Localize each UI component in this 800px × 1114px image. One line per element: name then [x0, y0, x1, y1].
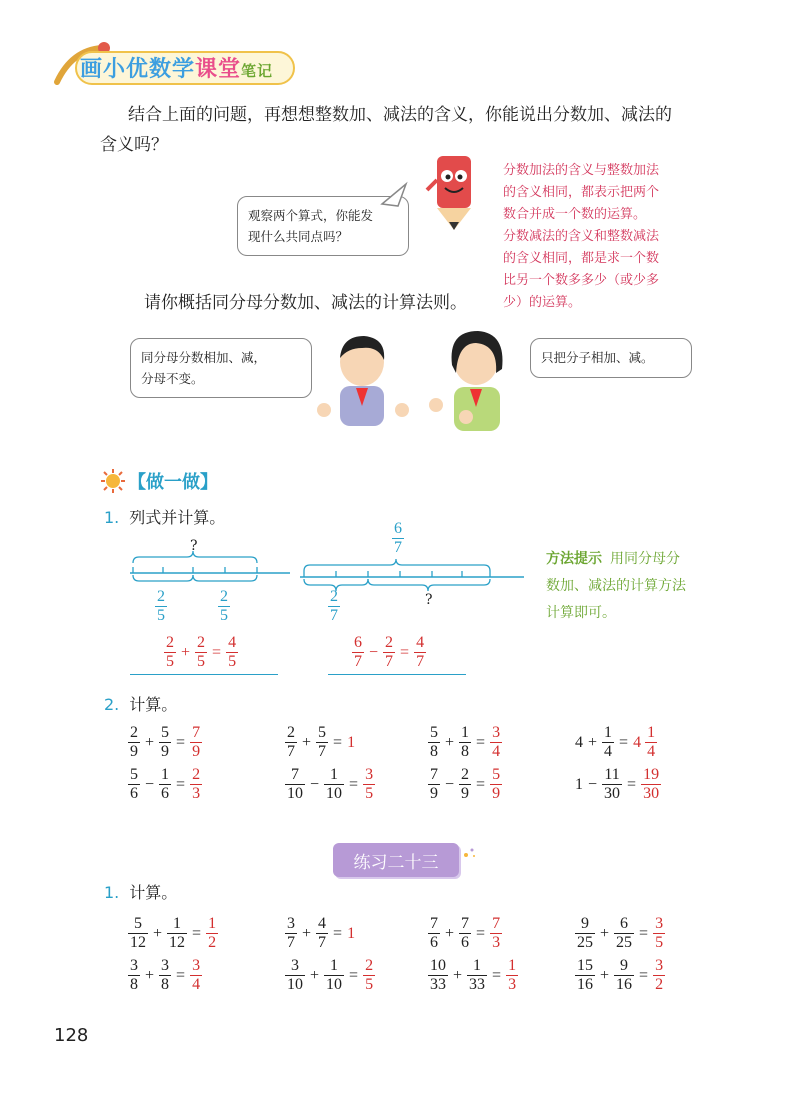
equals-sign: =: [492, 966, 502, 984]
fraction: [645, 724, 657, 761]
pencil-note-line: 的含义相同，都表示把两个: [503, 185, 660, 200]
fraction: [128, 957, 140, 994]
brand-title: 画小优数学课堂笔记: [80, 57, 274, 82]
fraction: [190, 724, 202, 761]
intro-line2: 含义吗？: [100, 135, 168, 155]
whole-number: 1: [575, 775, 583, 793]
fraction: [285, 766, 305, 803]
fraction-numerator: 2: [365, 957, 374, 974]
equals-sign: =: [333, 924, 343, 942]
operator: +: [153, 924, 163, 942]
diagram1-part2-fraction: [218, 588, 230, 625]
operator: −: [369, 643, 379, 661]
question-2: [104, 692, 177, 715]
operator: +: [600, 924, 610, 942]
fraction-denominator: 7: [318, 934, 327, 951]
fraction: [167, 915, 187, 952]
fraction-numerator: 1: [508, 957, 517, 974]
operator: −: [145, 775, 155, 793]
diagram2-part-fraction: [328, 588, 340, 625]
fraction-denominator: 5: [220, 607, 228, 624]
fraction: [428, 766, 440, 803]
fraction: [653, 957, 665, 994]
fraction-denominator: 3: [492, 934, 501, 951]
fraction: [459, 915, 471, 952]
operator: +: [445, 924, 455, 942]
fraction-denominator: 12: [130, 934, 146, 951]
calc-expression: [285, 957, 375, 994]
fraction-denominator: 5: [228, 653, 237, 670]
operator: +: [145, 733, 155, 751]
fraction: [459, 766, 471, 803]
fraction-numerator: 1: [461, 724, 470, 741]
fraction: [159, 766, 171, 803]
fraction-denominator: 25: [616, 934, 633, 951]
fraction-numerator: 9: [620, 957, 629, 974]
calc-expression: [128, 957, 202, 994]
fraction: [128, 724, 140, 761]
diagram1-answer: [164, 634, 238, 671]
fraction-numerator: 3: [161, 957, 170, 974]
rule-prompt: 请你概括同分母分数加、减法的计算法则。: [144, 293, 467, 313]
boy-bubble-line1: 同分母分数相加、减，: [141, 350, 267, 365]
segment-diagram-1: [125, 535, 295, 585]
girl-illustration: [420, 325, 520, 435]
fraction-numerator: 2: [192, 766, 201, 783]
fraction-denominator: 5: [365, 976, 374, 993]
fraction-denominator: 16: [616, 976, 633, 993]
fraction: [428, 915, 440, 952]
pencil-note-line: 的含义相同，都是求一个数: [503, 251, 660, 266]
answer-line-1: [130, 674, 278, 675]
pencil-mascot-icon: [425, 150, 485, 234]
fraction: [363, 766, 375, 803]
fraction-numerator: 2: [385, 634, 394, 651]
operator: −: [310, 775, 320, 793]
fraction-numerator: 3: [492, 724, 501, 741]
fraction-denominator: 3: [508, 976, 517, 993]
equals-sign: =: [333, 733, 343, 751]
fraction-denominator: 10: [326, 976, 343, 993]
fraction-numerator: 15: [577, 957, 593, 974]
pencil-note-line: 少）的运算。: [503, 295, 582, 310]
fraction-denominator: 3: [192, 785, 201, 802]
equals-sign: =: [627, 775, 637, 793]
fraction: [128, 915, 148, 952]
fraction: [190, 957, 202, 994]
fraction: [190, 766, 202, 803]
fraction-numerator: 3: [655, 957, 664, 974]
fraction: [490, 724, 502, 761]
page-number: 128: [54, 1025, 89, 1046]
diagram1-part1-fraction: [155, 588, 167, 625]
equals-sign: =: [476, 924, 486, 942]
fraction-denominator: 9: [430, 785, 438, 802]
fraction-numerator: 2: [330, 588, 338, 605]
fraction-numerator: 19: [643, 766, 660, 783]
question-1-number: 1.: [104, 508, 120, 527]
fraction: [285, 915, 297, 952]
pencil-note-line: 比另一个数多多少（或少多: [503, 273, 660, 288]
fraction-numerator: 7: [430, 766, 438, 783]
operator: −: [588, 775, 598, 793]
practice-title: 练习二十三: [333, 843, 459, 877]
fraction: [490, 766, 502, 803]
fraction-denominator: 9: [461, 785, 470, 802]
fraction: [614, 957, 634, 994]
diagram2-answer: [352, 634, 426, 671]
fraction: [602, 724, 614, 761]
fraction-numerator: 1: [208, 915, 217, 932]
fraction: [285, 957, 305, 994]
method-tip: [546, 546, 746, 627]
result-whole: 1: [347, 733, 356, 751]
boy-illustration: [312, 330, 412, 430]
fraction: [285, 724, 297, 761]
calc-expression: [575, 915, 665, 952]
equals-sign: =: [349, 775, 359, 793]
fraction-numerator: 5: [130, 766, 138, 783]
fraction-numerator: 5: [134, 915, 142, 932]
operator: +: [600, 966, 610, 984]
fraction-numerator: 5: [492, 766, 501, 783]
fraction-numerator: 2: [197, 634, 206, 651]
fraction-denominator: 5: [166, 653, 174, 670]
fraction-numerator: 6: [394, 520, 402, 537]
fraction: [316, 915, 328, 952]
fraction-denominator: 6: [161, 785, 170, 802]
fraction-numerator: 5: [430, 724, 438, 741]
fraction-numerator: 1: [330, 957, 339, 974]
equals-sign: =: [476, 775, 486, 793]
fraction: [575, 957, 595, 994]
fraction-numerator: 5: [318, 724, 327, 741]
fraction-denominator: 25: [577, 934, 593, 951]
method-tip-label: 方法提示: [546, 551, 602, 567]
fraction-denominator: 30: [604, 785, 621, 802]
fraction-denominator: 7: [385, 653, 394, 670]
fraction-numerator: 2: [130, 724, 138, 741]
method-tip-text: 用同分母分: [610, 551, 680, 567]
boy-bubble: [130, 338, 312, 398]
fraction-denominator: 8: [430, 743, 438, 760]
fraction-denominator: 4: [604, 743, 613, 760]
section-do-title: 【做一做】: [128, 472, 218, 493]
fraction-denominator: 5: [655, 934, 664, 951]
fraction-denominator: 12: [169, 934, 186, 951]
fraction-numerator: 3: [365, 766, 374, 783]
fraction: [602, 766, 622, 803]
fraction-numerator: 11: [604, 766, 620, 783]
result-whole: 1: [347, 924, 356, 942]
fraction-numerator: 4: [228, 634, 237, 651]
calc-expression: [128, 915, 218, 952]
whole-number: 4: [575, 733, 583, 751]
equals-sign: =: [349, 966, 359, 984]
fraction-denominator: 5: [197, 653, 206, 670]
fraction: [467, 957, 487, 994]
operator: +: [302, 733, 312, 751]
observe-bubble-line1: 观察两个算式，你能发: [248, 208, 374, 223]
pencil-note-line: 数合并成一个数的运算。: [503, 207, 647, 222]
question-1: [104, 505, 225, 528]
calc-expression: [285, 766, 375, 803]
equals-sign: =: [639, 924, 649, 942]
fraction-numerator: 7: [430, 915, 438, 932]
fraction-denominator: 33: [469, 976, 486, 993]
fraction-denominator: 6: [130, 785, 138, 802]
fraction: [206, 915, 218, 952]
fraction-denominator: 7: [318, 743, 327, 760]
fraction-numerator: 4: [416, 634, 425, 651]
calc-expression: [285, 915, 355, 952]
operator: −: [445, 775, 455, 793]
practice-question-1-text: 计算。: [129, 883, 178, 902]
fraction-numerator: 3: [655, 915, 664, 932]
fraction: [575, 915, 595, 952]
fraction-denominator: 7: [330, 607, 338, 624]
fraction-denominator: 10: [287, 976, 303, 993]
fraction-numerator: 3: [130, 957, 138, 974]
practice-question-1: [104, 880, 177, 903]
fraction-numerator: 1: [161, 766, 170, 783]
diagram2-question-mark: ?: [425, 592, 433, 608]
fraction-denominator: 9: [492, 785, 501, 802]
equals-sign: =: [619, 733, 629, 751]
operator: +: [302, 924, 312, 942]
calc-expression: [428, 766, 502, 803]
fraction-numerator: 7: [192, 724, 201, 741]
operator: +: [310, 966, 320, 984]
fraction: [159, 957, 171, 994]
operator: +: [181, 643, 191, 661]
calc-expression: [128, 724, 202, 761]
fraction-denominator: 7: [394, 539, 402, 556]
result-whole: 4: [633, 733, 642, 751]
question-2-number: 2.: [104, 695, 120, 714]
equals-sign: =: [192, 924, 202, 942]
fraction-numerator: 1: [647, 724, 656, 741]
fraction-numerator: 3: [287, 915, 295, 932]
pencil-note-line: 分数减法的含义和整数减法: [503, 229, 660, 244]
fraction-denominator: 9: [161, 743, 170, 760]
fraction: [324, 957, 344, 994]
fraction-denominator: 4: [192, 976, 201, 993]
fraction-denominator: 16: [577, 976, 593, 993]
sparkle-icon: [462, 845, 478, 861]
pencil-note-line: 分数加法的含义与整数加法: [503, 163, 660, 178]
fraction: [159, 724, 171, 761]
fraction-numerator: 7: [492, 915, 501, 932]
fraction-denominator: 2: [208, 934, 217, 951]
diagram2-total-fraction: [392, 520, 404, 557]
fraction-numerator: 1: [604, 724, 613, 741]
fraction-denominator: 10: [287, 785, 303, 802]
pencil-note: [503, 160, 723, 314]
answer-line-2: [328, 674, 466, 675]
fraction-numerator: 1: [173, 915, 182, 932]
calc-expression: [128, 766, 202, 803]
fraction-denominator: 9: [192, 743, 201, 760]
operator: +: [445, 733, 455, 751]
fraction-denominator: 7: [354, 653, 362, 670]
intro-line1: 结合上面的问题，再想想整数加、减法的含义，你能说出分数加、减法的: [128, 105, 672, 125]
equals-sign: =: [176, 966, 186, 984]
practice-question-1-number: 1.: [104, 883, 120, 902]
fraction: [324, 766, 344, 803]
fraction-denominator: 4: [647, 743, 656, 760]
calc-expression: [428, 915, 502, 952]
bubble-tail: [380, 180, 410, 210]
calc-expression: [428, 724, 502, 761]
fraction-numerator: 7: [461, 915, 470, 932]
fraction-denominator: 8: [461, 743, 470, 760]
equals-sign: =: [476, 733, 486, 751]
diagram1-question-mark: ?: [190, 538, 198, 554]
equals-sign: =: [400, 643, 410, 661]
fraction: [506, 957, 518, 994]
fraction-numerator: 10: [430, 957, 446, 974]
fraction-numerator: 1: [473, 957, 482, 974]
fraction-denominator: 4: [492, 743, 501, 760]
operator: +: [453, 966, 463, 984]
fraction-denominator: 7: [287, 934, 295, 951]
equals-sign: =: [212, 643, 222, 661]
fraction-numerator: 2: [166, 634, 174, 651]
method-tip-text: 数加、减法的计算方法: [546, 578, 686, 594]
fraction-denominator: 5: [157, 607, 165, 624]
calc-expression: [575, 957, 665, 994]
fraction-denominator: 6: [461, 934, 470, 951]
fraction-numerator: 3: [192, 957, 201, 974]
fraction-numerator: 5: [161, 724, 170, 741]
fraction-denominator: 9: [130, 743, 138, 760]
calc-expression: [575, 724, 657, 761]
fraction-denominator: 7: [287, 743, 295, 760]
fraction-numerator: 3: [291, 957, 299, 974]
fraction-denominator: 10: [326, 785, 343, 802]
boy-bubble-line2: 分母不变。: [141, 371, 204, 386]
fraction-numerator: 9: [581, 915, 589, 932]
fraction-numerator: 2: [287, 724, 295, 741]
fraction-numerator: 7: [291, 766, 299, 783]
fraction: [653, 915, 665, 952]
fraction-denominator: 8: [130, 976, 138, 993]
equals-sign: =: [639, 966, 649, 984]
operator: +: [145, 966, 155, 984]
fraction: [428, 957, 448, 994]
fraction-denominator: 5: [365, 785, 374, 802]
fraction-numerator: 1: [330, 766, 339, 783]
fraction: [128, 766, 140, 803]
equals-sign: =: [176, 775, 186, 793]
calc-expression: [575, 766, 661, 803]
fraction-denominator: 8: [161, 976, 170, 993]
fraction-denominator: 6: [430, 934, 438, 951]
fraction-denominator: 2: [655, 976, 664, 993]
girl-bubble: 只把分子相加、减。: [530, 338, 692, 378]
fraction-numerator: 4: [318, 915, 327, 932]
fraction-numerator: 2: [461, 766, 470, 783]
fraction-numerator: 2: [157, 588, 165, 605]
question-1-text: 列式并计算。: [129, 508, 226, 527]
fraction: [428, 724, 440, 761]
operator: +: [588, 733, 598, 751]
fraction-numerator: 6: [620, 915, 629, 932]
method-tip-text: 计算即可。: [546, 605, 616, 621]
question-2-text: 计算。: [129, 695, 178, 714]
fraction-denominator: 30: [643, 785, 660, 802]
fraction: [614, 915, 634, 952]
fraction-numerator: 6: [354, 634, 362, 651]
equals-sign: =: [176, 733, 186, 751]
observe-bubble-line2: 现什么共同点吗？: [248, 229, 349, 244]
fraction: [316, 724, 328, 761]
fraction-denominator: 7: [416, 653, 425, 670]
calc-expression: [285, 724, 355, 761]
fraction: [459, 724, 471, 761]
fraction: [641, 766, 661, 803]
fraction-numerator: 2: [220, 588, 228, 605]
sun-icon: [100, 468, 126, 494]
fraction-denominator: 33: [430, 976, 446, 993]
calc-expression: [428, 957, 518, 994]
fraction: [490, 915, 502, 952]
fraction: [363, 957, 375, 994]
